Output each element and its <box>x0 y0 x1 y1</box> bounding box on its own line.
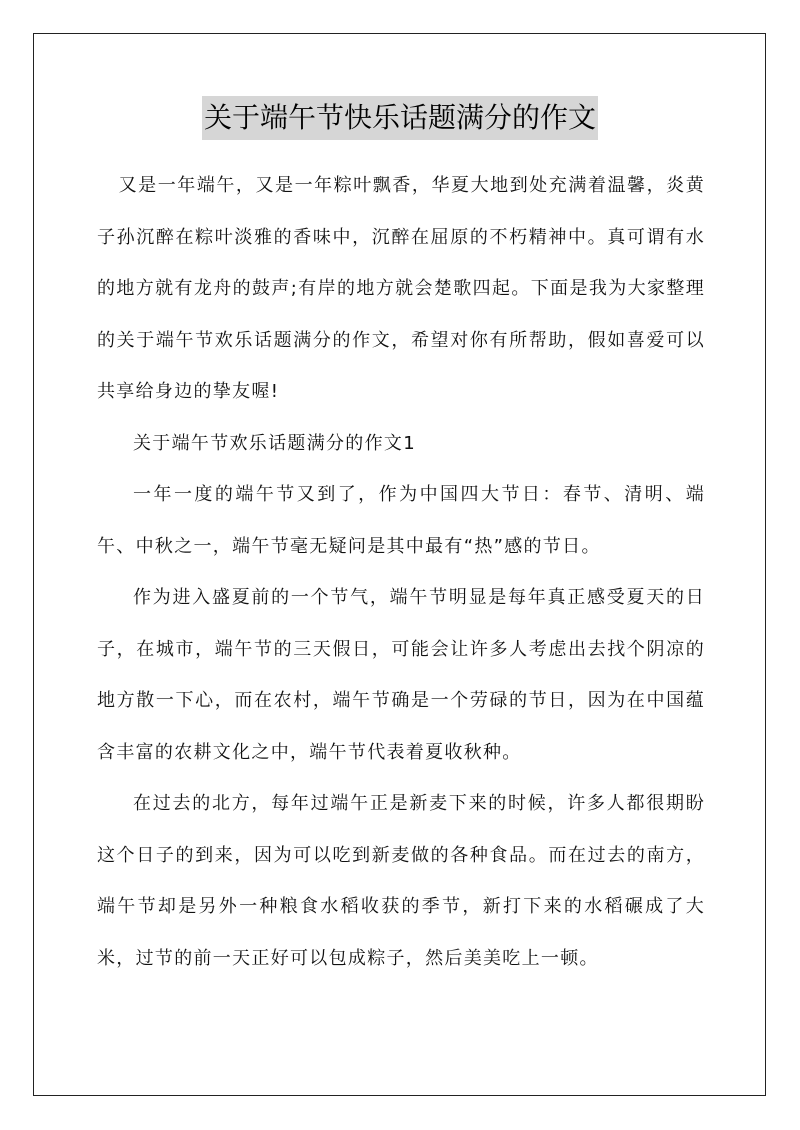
section-heading: 关于端午节欢乐话题满分的作文1 <box>133 432 416 454</box>
title-container <box>0 96 800 140</box>
paragraph: 在过去的北方，每年过端午正是新麦下来的时候，许多人都很期盼这个日子的到来，因为可以吃到新麦做的各种食品。而在过去的南方，端午节却是另外一种粮食水稻收获的季节，新打下来的水稻碾成了大米，过节的前一天正好可以包成粽子，然后美美吃上一顿。 <box>97 793 705 969</box>
paragraph: 作为进入盛夏前的一个节气，端午节明显是每年真正感受夏天的日子，在城市，端午节的三天假日，可能会让许多人考虑出去找个阴凉的地方散一下心，而在农村，端午节确是一个劳碌的节日，因为在中国蕴含丰富的农耕文化之中，端午节代表着夏收秋种。 <box>97 587 705 763</box>
document-body <box>97 160 705 984</box>
document-title: 关于端午节快乐话题满分的作文 <box>202 96 598 140</box>
paragraph-intro: 又是一年端午，又是一年粽叶飘香，华夏大地到处充满着温馨，炎黄子孙沉醉在粽叶淡雅的香味中，沉醉在屈原的不朽精神中。真可谓有水的地方就有龙舟的鼓声;有岸的地方就会楚歌四起。下面是我为大家整理的关于端午节欢乐话题满分的作文，希望对你有所帮助，假如喜爱可以共享给身边的挚友喔! <box>97 175 705 402</box>
paragraph: 一年一度的端午节又到了，作为中国四大节日：春节、清明、端午、中秋之一，端午节毫无疑问是其中最有“热”感的节日。 <box>97 484 705 557</box>
